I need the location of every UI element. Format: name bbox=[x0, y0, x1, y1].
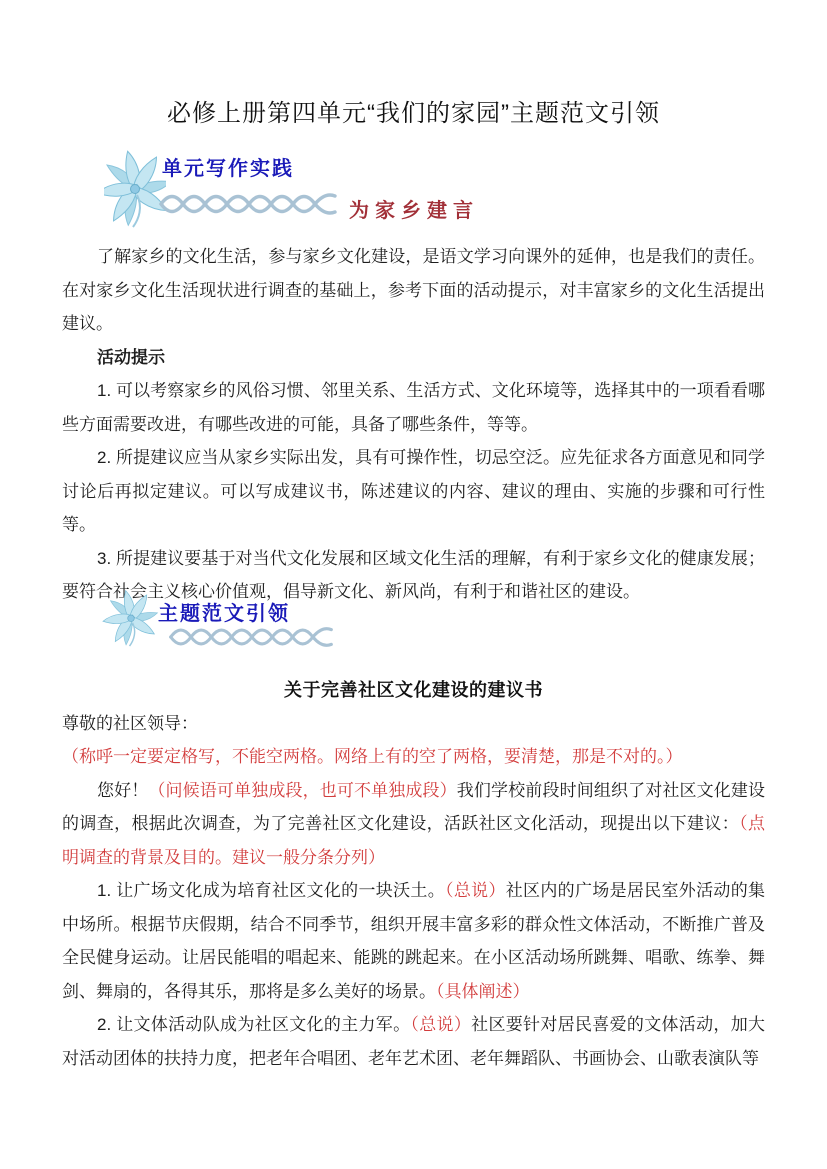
essay-text: 社区内的广场是居民室外活动的集中场所。根据节庆假期，结合不同季节，组织开展丰富多彩的群众性文体活动，不断推广普及全民健身运动。让居民能唱的唱起来、能跳的跳起来。在小区活动场所跳舞、唱歌、练拳、舞剑、舞扇的，各得其乐，那将是多么美好的场景。 bbox=[62, 881, 766, 1001]
essay-text: 社区要针对居民喜爱的文体活动，加大对活动团体的扶持力度，把老年合唱团、老年艺术团、老年舞蹈队、书画协会、山歌表演队等 bbox=[62, 1015, 766, 1068]
flower-icon bbox=[102, 589, 160, 649]
intro-paragraph: 了解家乡的文化生活，参与家乡文化建设，是语文学习向课外的延伸，也是我们的责任。在对家乡文化生活现状进行调查的基础上，参考下面的活动提示，对丰富家乡的文化生活提出建议。 bbox=[62, 247, 765, 333]
tip-item: 3. 所提建议要基于对当代文化发展和区域文化生活的理解，有利于家乡文化的健康发展；要符合社会主义核心价值观，倡导新文化、新风尚，有利于和谐社区的建设。 bbox=[62, 548, 765, 601]
essay-text: 2. 让文体活动队成为社区文化的主力军。 bbox=[97, 1015, 411, 1034]
subtitle-text: 为家乡建言 bbox=[349, 200, 479, 222]
essay-text: 尊敬的社区领导： bbox=[62, 713, 198, 733]
page-title: 必修上册第四单元“我们的家园”主题范文引领 bbox=[167, 100, 660, 127]
essay-paragraph bbox=[62, 874, 765, 1008]
annotation-text: （总说） bbox=[445, 881, 506, 900]
essay-paragraph bbox=[62, 1008, 765, 1075]
tip-item: 1. 可以考察家乡的风俗习惯、邻里关系、生活方式、文化环境等，选择其中的一项看看哪些方面需要改进，有哪些改进的可能，具备了哪些条件，等等。 bbox=[62, 381, 765, 434]
tips-heading: 活动提示 bbox=[97, 347, 165, 367]
tip-item: 2. 所提建议应当从家乡实际出发，具有可操作性，切忌空泛。应先征求各方面意见和同学讨论后再拟定建议。可以写成建议书，陈述建议的内容、建议的理由、实施的步骤和可行性等。 bbox=[62, 448, 765, 534]
essay-paragraph bbox=[62, 707, 765, 741]
annotation-text: （称呼一定要定格写，不能空两格。网络上有的空了两格，要清楚，那是不对的。） bbox=[62, 747, 683, 766]
essay-text: 1. 让广场文化成为培育社区文化的一块沃土。 bbox=[97, 881, 446, 900]
essay-title: 关于完善社区文化建设的建议书 bbox=[284, 679, 543, 700]
annotation-text: （具体阐述） bbox=[436, 981, 530, 1001]
essay-text: 我们学校前段时间组织了对社区文化建设的调查，根据此次调查，为了完善社区文化建设，活跃社区文化活动，现提出以下建议： bbox=[62, 780, 766, 833]
essay-paragraph bbox=[62, 740, 765, 774]
rope-divider bbox=[159, 191, 337, 217]
essay-text: 您好！ bbox=[97, 780, 149, 800]
document-content bbox=[0, 97, 827, 1075]
flower-icon bbox=[104, 149, 166, 231]
activity-section bbox=[62, 240, 765, 609]
tips-list bbox=[62, 374, 765, 609]
banner-label: 单元写作实践 bbox=[162, 158, 294, 180]
rope-divider bbox=[156, 625, 346, 649]
banner-unit-writing bbox=[62, 147, 765, 237]
banner-label: 主题范文引领 bbox=[158, 602, 290, 625]
essay-body bbox=[62, 707, 765, 1076]
annotation-text: （总说） bbox=[410, 1015, 472, 1034]
essay-paragraph bbox=[62, 774, 765, 875]
annotation-text: （点明调查的背景及目的。建议一般分条分列） bbox=[62, 814, 766, 867]
banner-model-essay bbox=[62, 589, 765, 651]
annotation-text: （问候语可单独成段，也可不单独成段） bbox=[148, 780, 457, 800]
